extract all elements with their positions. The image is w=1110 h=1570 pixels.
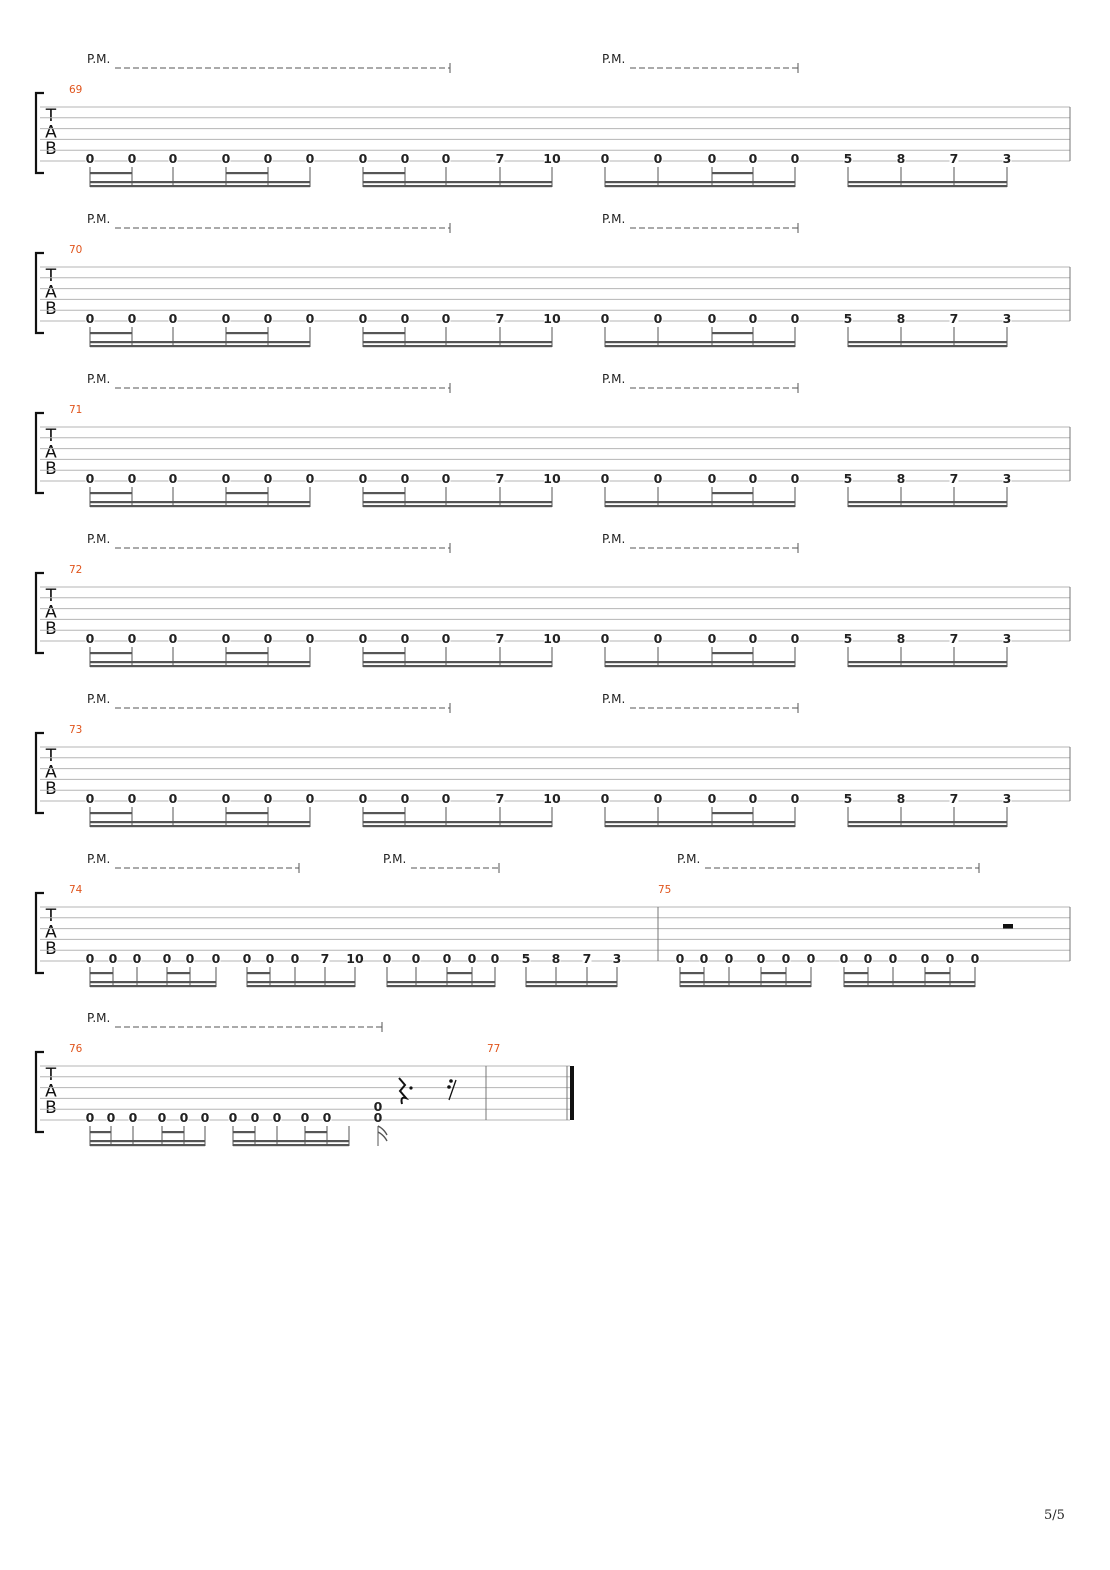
- fret-number: 10: [543, 471, 561, 486]
- beam: [90, 812, 132, 814]
- fret-number: 0: [265, 951, 275, 966]
- fret-number: 10: [543, 791, 561, 806]
- system-6: [36, 852, 1070, 987]
- fret-number: 7: [495, 471, 505, 486]
- quarter-rest-icon: [399, 1078, 406, 1104]
- beam: [605, 665, 795, 667]
- fret-number: 0: [707, 311, 717, 326]
- system-5: [36, 692, 1070, 827]
- fret-number: 0: [748, 471, 758, 486]
- beam: [226, 172, 268, 174]
- fret-number: 0: [748, 151, 758, 166]
- beam: [90, 981, 216, 983]
- fret-number: 0: [653, 631, 663, 646]
- tab-clef-letter: T: [45, 106, 57, 126]
- fret-number: 7: [495, 631, 505, 646]
- fret-number: 0: [358, 151, 368, 166]
- beam: [605, 341, 795, 343]
- beam: [605, 181, 795, 183]
- fret-number: 0: [358, 631, 368, 646]
- fret-number: 0: [127, 471, 137, 486]
- measure-number: 77: [487, 1043, 501, 1055]
- beam: [712, 812, 753, 814]
- fret-number: 0: [920, 951, 930, 966]
- rest-flag-dot: [449, 1079, 453, 1083]
- beam: [712, 332, 753, 334]
- fret-number: 0: [128, 1110, 138, 1125]
- beam: [605, 825, 795, 827]
- tab-clef-letter: B: [45, 779, 57, 799]
- measure-number: 74: [69, 884, 83, 896]
- beam: [363, 181, 552, 183]
- fret-number: 0: [322, 1110, 332, 1125]
- fret-number: 0: [127, 151, 137, 166]
- fret-number: 10: [543, 151, 561, 166]
- beam: [90, 172, 132, 174]
- fret-number: 0: [132, 951, 142, 966]
- system-1: [36, 52, 1070, 187]
- beam: [90, 185, 310, 187]
- fret-number: 0: [970, 951, 980, 966]
- fret-number: 0: [127, 311, 137, 326]
- rest-dot: [409, 1086, 412, 1089]
- fret-number: 0: [127, 791, 137, 806]
- tab-clef-letter: B: [45, 939, 57, 959]
- fret-number: 0: [305, 791, 315, 806]
- fret-number: 7: [495, 311, 505, 326]
- palm-mute-label: P.M.: [87, 532, 111, 546]
- fret-number: 0: [211, 951, 221, 966]
- fret-number: 0: [467, 951, 477, 966]
- fret-number: 0: [358, 311, 368, 326]
- tab-clef-letter: T: [45, 906, 57, 926]
- fret-number: 0: [221, 471, 231, 486]
- fret-number: 0: [168, 791, 178, 806]
- fret-number: 0: [242, 951, 252, 966]
- fret-number: 8: [896, 631, 906, 646]
- fret-number: 0: [675, 951, 685, 966]
- fret-number: 10: [543, 631, 561, 646]
- palm-mute-label: P.M.: [383, 852, 407, 866]
- beam: [526, 985, 617, 987]
- fret-number: 0: [600, 631, 610, 646]
- system-4: [36, 532, 1070, 667]
- tab-clef-letter: A: [45, 922, 57, 943]
- beam: [363, 172, 405, 174]
- fret-number: 3: [1002, 311, 1012, 326]
- fret-number: 0: [168, 631, 178, 646]
- beam: [90, 665, 310, 667]
- fret-number: 0: [85, 791, 95, 806]
- beam: [605, 345, 795, 347]
- palm-mute-label: P.M.: [87, 212, 111, 226]
- fret-number: 0: [168, 311, 178, 326]
- fret-number: 7: [495, 791, 505, 806]
- fret-number: 0: [790, 791, 800, 806]
- fret-number: 5: [843, 631, 853, 646]
- beam: [363, 812, 405, 814]
- fret-number: 0: [863, 951, 873, 966]
- beam: [233, 1131, 255, 1133]
- palm-mute-label: P.M.: [87, 372, 111, 386]
- beam: [162, 1131, 184, 1133]
- tab-clef-letter: B: [45, 459, 57, 479]
- beam: [90, 492, 132, 494]
- fret-number: 0: [168, 471, 178, 486]
- palm-mute-label: P.M.: [602, 532, 626, 546]
- chord-fret-number: 0: [373, 1099, 383, 1114]
- fret-number: 0: [748, 311, 758, 326]
- fret-number: 0: [185, 951, 195, 966]
- fret-number: 0: [85, 471, 95, 486]
- fret-number: 0: [600, 471, 610, 486]
- fret-number: 7: [949, 791, 959, 806]
- beam: [848, 821, 1007, 823]
- beam: [387, 981, 495, 983]
- tab-clef-letter: A: [45, 442, 57, 463]
- beam: [680, 981, 811, 983]
- beam: [90, 1144, 205, 1146]
- fret-number: 0: [806, 951, 816, 966]
- fret-number: 0: [263, 791, 273, 806]
- tab-clef-letter: A: [45, 1081, 57, 1102]
- fret-number: 5: [843, 311, 853, 326]
- chord-fret-number: 0: [373, 1110, 383, 1125]
- beam: [363, 501, 552, 503]
- beam: [226, 812, 268, 814]
- fret-number: 8: [896, 471, 906, 486]
- palm-mute-label: P.M.: [602, 212, 626, 226]
- system-2: [36, 212, 1070, 347]
- fret-number: 0: [400, 151, 410, 166]
- fret-number: 0: [724, 951, 734, 966]
- fret-number: 0: [200, 1110, 210, 1125]
- fret-number: 0: [290, 951, 300, 966]
- fret-number: 0: [707, 471, 717, 486]
- fret-number: 0: [707, 791, 717, 806]
- fret-number: 0: [85, 1110, 95, 1125]
- tab-clef-letter: A: [45, 602, 57, 623]
- measure-number: 76: [69, 1043, 83, 1055]
- fret-number: 3: [612, 951, 622, 966]
- beam: [90, 825, 310, 827]
- fret-number: 0: [157, 1110, 167, 1125]
- fret-number: 0: [490, 951, 500, 966]
- fret-number: 0: [756, 951, 766, 966]
- fret-number: 0: [790, 471, 800, 486]
- beam: [605, 661, 795, 663]
- beam: [90, 661, 310, 663]
- fret-number: 0: [790, 311, 800, 326]
- fret-number: 0: [272, 1110, 282, 1125]
- beam: [90, 652, 132, 654]
- fret-number: 0: [300, 1110, 310, 1125]
- beam: [848, 661, 1007, 663]
- fret-number: 3: [1002, 471, 1012, 486]
- measure-number: 70: [69, 244, 83, 256]
- fret-number: 10: [543, 311, 561, 326]
- beam: [605, 505, 795, 507]
- fret-number: 0: [441, 631, 451, 646]
- fret-number: 3: [1002, 631, 1012, 646]
- fret-number: 0: [305, 471, 315, 486]
- measure-number: 72: [69, 564, 83, 576]
- fret-number: 8: [896, 151, 906, 166]
- beam: [167, 972, 190, 974]
- fret-number: 7: [320, 951, 330, 966]
- beam: [363, 661, 552, 663]
- system-7: [36, 1011, 574, 1146]
- beam: [363, 345, 552, 347]
- beam: [363, 821, 552, 823]
- fret-number: 8: [896, 791, 906, 806]
- fret-number: 10: [346, 951, 364, 966]
- final-barline-thick: [570, 1066, 574, 1120]
- tab-clef-letter: B: [45, 139, 57, 159]
- fret-number: 0: [600, 151, 610, 166]
- fret-number: 0: [839, 951, 849, 966]
- palm-mute-label: P.M.: [602, 52, 626, 66]
- tab-clef-letter: T: [45, 426, 57, 446]
- fret-number: 0: [221, 151, 231, 166]
- palm-mute-label: P.M.: [87, 52, 111, 66]
- beam: [844, 981, 975, 983]
- palm-mute-label: P.M.: [677, 852, 701, 866]
- beam: [90, 181, 310, 183]
- fret-number: 0: [221, 791, 231, 806]
- beam: [90, 1131, 111, 1133]
- fret-number: 3: [1002, 151, 1012, 166]
- beam: [848, 185, 1007, 187]
- beam: [605, 185, 795, 187]
- fret-number: 7: [949, 311, 959, 326]
- fret-number: 7: [582, 951, 592, 966]
- fret-number: 0: [790, 631, 800, 646]
- fret-number: 0: [162, 951, 172, 966]
- beam: [848, 345, 1007, 347]
- beam: [305, 1131, 327, 1133]
- tab-clef-letter: B: [45, 1098, 57, 1118]
- beam: [848, 181, 1007, 183]
- fret-number: 0: [748, 631, 758, 646]
- beam: [363, 652, 405, 654]
- beam: [247, 972, 270, 974]
- beam: [605, 501, 795, 503]
- beam: [90, 501, 310, 503]
- beam: [90, 332, 132, 334]
- fret-number: 0: [748, 791, 758, 806]
- beam: [247, 981, 355, 983]
- fret-number: 0: [400, 791, 410, 806]
- tab-clef-letter: T: [45, 1065, 57, 1085]
- tab-clef-letter: T: [45, 586, 57, 606]
- system-3: [36, 372, 1070, 507]
- beam: [233, 1140, 349, 1142]
- fret-number: 0: [707, 151, 717, 166]
- fret-number: 0: [400, 311, 410, 326]
- beam: [848, 341, 1007, 343]
- beam: [90, 821, 310, 823]
- tab-clef-letter: B: [45, 299, 57, 319]
- beam: [90, 345, 310, 347]
- beam: [363, 505, 552, 507]
- beam: [226, 492, 268, 494]
- fret-number: 0: [221, 631, 231, 646]
- fret-number: 0: [263, 151, 273, 166]
- beam: [90, 505, 310, 507]
- beam: [712, 492, 753, 494]
- fret-number: 0: [790, 151, 800, 166]
- fret-number: 7: [949, 151, 959, 166]
- fret-number: 0: [653, 471, 663, 486]
- fret-number: 0: [653, 151, 663, 166]
- fret-number: 3: [1002, 791, 1012, 806]
- palm-mute-label: P.M.: [602, 692, 626, 706]
- tab-clef-letter: A: [45, 282, 57, 303]
- fret-number: 0: [358, 791, 368, 806]
- fret-number: 7: [495, 151, 505, 166]
- beam: [247, 985, 355, 987]
- fret-number: 0: [400, 631, 410, 646]
- beam: [90, 985, 216, 987]
- palm-mute-label: P.M.: [87, 1011, 111, 1025]
- note-flag: [378, 1126, 387, 1135]
- fret-number: 0: [441, 151, 451, 166]
- fret-number: 0: [442, 951, 452, 966]
- beam: [848, 825, 1007, 827]
- measure-number: 71: [69, 404, 83, 416]
- tab-clef-letter: A: [45, 762, 57, 783]
- fret-number: 0: [411, 951, 421, 966]
- beam: [363, 665, 552, 667]
- fret-number: 0: [85, 311, 95, 326]
- fret-number: 5: [843, 471, 853, 486]
- beam: [680, 972, 704, 974]
- fret-number: 0: [888, 951, 898, 966]
- beam: [526, 981, 617, 983]
- beam: [387, 985, 495, 987]
- palm-mute-label: P.M.: [87, 692, 111, 706]
- tab-clef-letter: B: [45, 619, 57, 639]
- fret-number: 0: [85, 951, 95, 966]
- beam: [90, 341, 310, 343]
- page-number: 5/5: [1044, 1508, 1065, 1523]
- fret-number: 0: [441, 311, 451, 326]
- measure-number: 73: [69, 724, 83, 736]
- beam: [680, 985, 811, 987]
- fret-number: 0: [85, 631, 95, 646]
- beam: [226, 652, 268, 654]
- beam: [363, 825, 552, 827]
- half-rest-icon: [1003, 924, 1013, 929]
- fret-number: 0: [106, 1110, 116, 1125]
- fret-number: 0: [108, 951, 118, 966]
- fret-number: 0: [441, 471, 451, 486]
- fret-number: 0: [945, 951, 955, 966]
- fret-number: 0: [305, 311, 315, 326]
- palm-mute-label: P.M.: [602, 372, 626, 386]
- tab-clef-letter: T: [45, 746, 57, 766]
- beam: [712, 172, 753, 174]
- fret-number: 0: [600, 311, 610, 326]
- fret-number: 8: [896, 311, 906, 326]
- measure-number: 69: [69, 84, 83, 96]
- fret-number: 0: [358, 471, 368, 486]
- fret-number: 0: [305, 151, 315, 166]
- fret-number: 0: [228, 1110, 238, 1125]
- fret-number: 0: [781, 951, 791, 966]
- fret-number: 0: [263, 311, 273, 326]
- fret-number: 0: [699, 951, 709, 966]
- fret-number: 5: [843, 791, 853, 806]
- fret-number: 7: [949, 631, 959, 646]
- fret-number: 5: [521, 951, 531, 966]
- beam: [844, 972, 868, 974]
- fret-number: 8: [551, 951, 561, 966]
- fret-number: 0: [263, 631, 273, 646]
- beam: [226, 332, 268, 334]
- sixteenth-rest-icon: [449, 1080, 456, 1100]
- fret-number: 0: [600, 791, 610, 806]
- rest-flag-dot: [447, 1085, 451, 1089]
- fret-number: 0: [85, 151, 95, 166]
- beam: [363, 341, 552, 343]
- fret-number: 0: [400, 471, 410, 486]
- fret-number: 0: [382, 951, 392, 966]
- beam: [90, 972, 113, 974]
- fret-number: 0: [653, 791, 663, 806]
- beam: [848, 501, 1007, 503]
- beam: [848, 505, 1007, 507]
- beam: [761, 972, 786, 974]
- beam: [363, 185, 552, 187]
- tab-clef-letter: T: [45, 266, 57, 286]
- beam: [605, 821, 795, 823]
- fret-number: 0: [305, 631, 315, 646]
- fret-number: 0: [168, 151, 178, 166]
- palm-mute-label: P.M.: [87, 852, 111, 866]
- fret-number: 7: [949, 471, 959, 486]
- beam: [233, 1144, 349, 1146]
- beam: [925, 972, 950, 974]
- beam: [90, 1140, 205, 1142]
- fret-number: 0: [653, 311, 663, 326]
- tab-clef-letter: A: [45, 122, 57, 143]
- fret-number: 5: [843, 151, 853, 166]
- fret-number: 0: [263, 471, 273, 486]
- fret-number: 0: [250, 1110, 260, 1125]
- beam: [363, 492, 405, 494]
- fret-number: 0: [221, 311, 231, 326]
- beam: [844, 985, 975, 987]
- fret-number: 0: [707, 631, 717, 646]
- fret-number: 0: [127, 631, 137, 646]
- beam: [447, 972, 472, 974]
- measure-number: 75: [658, 884, 672, 896]
- fret-number: 0: [179, 1110, 189, 1125]
- beam: [363, 332, 405, 334]
- beam: [712, 652, 753, 654]
- beam: [848, 665, 1007, 667]
- fret-number: 0: [441, 791, 451, 806]
